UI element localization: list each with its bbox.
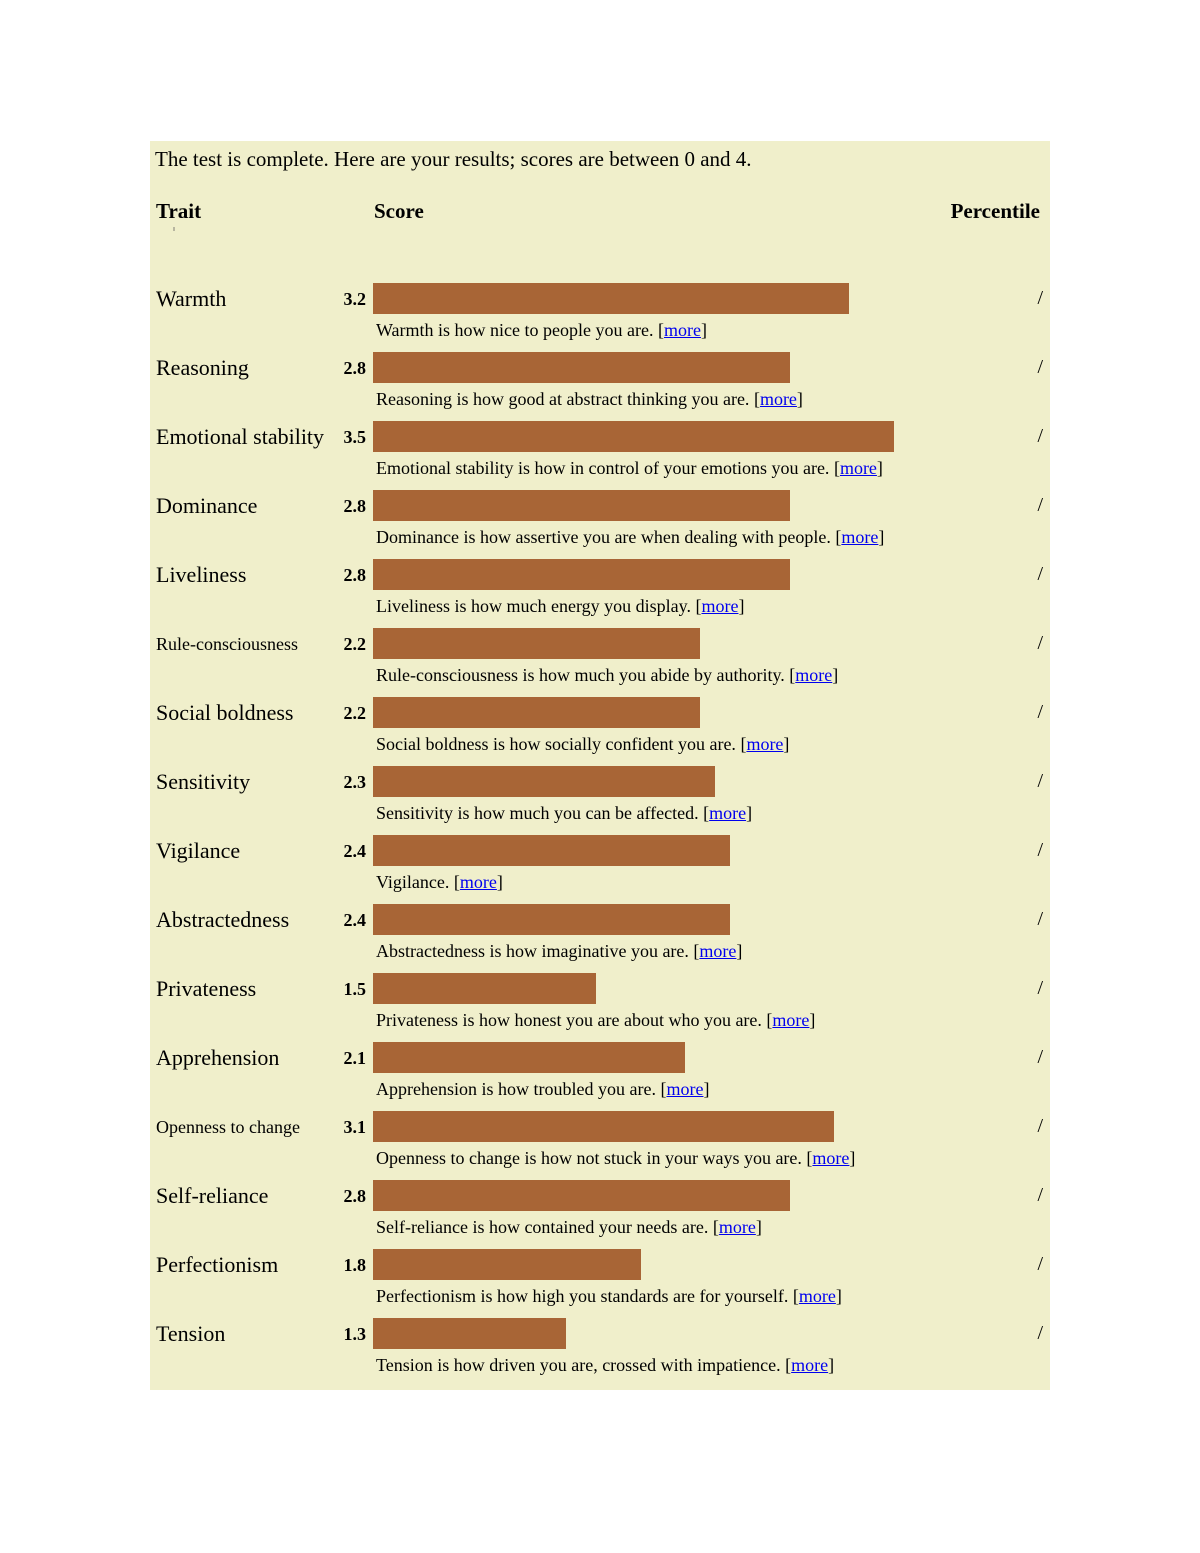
trait-row [150, 282, 1050, 351]
trait-description-text: Emotional stability is how in control of your emotions you are. [376, 458, 830, 478]
trait-percentile: / [1037, 1115, 1043, 1137]
trait-score: 2.8 [343, 358, 366, 378]
trait-name: Vigilance [156, 838, 241, 863]
trait-description: Tension is how driven you are, crossed with impatience. [more] [376, 1355, 835, 1375]
trait-row [150, 351, 1050, 420]
score-bar-track [373, 1180, 968, 1211]
trait-description: Social boldness is how socially confident you are. [more] [376, 734, 790, 754]
more-link[interactable]: more [709, 803, 747, 823]
trait-rows [150, 282, 1050, 1386]
trait-description-text: Liveliness is how much energy you display. [376, 596, 691, 616]
more-link[interactable]: more [746, 734, 784, 754]
trait-score: 2.8 [343, 1186, 366, 1206]
trait-name: Sensitivity [156, 769, 251, 794]
score-bar-track [373, 904, 968, 935]
trait-percentile: / [1037, 1046, 1043, 1068]
score-bar [373, 904, 730, 935]
trait-percentile: / [1037, 425, 1043, 447]
score-bar [373, 1249, 641, 1280]
score-bar [373, 421, 894, 452]
trait-name: Apprehension [156, 1045, 280, 1070]
more-link[interactable]: more [663, 320, 701, 340]
trait-description: Abstractedness is how imaginative you are. [more] [376, 941, 743, 961]
trait-name: Abstractedness [156, 907, 290, 932]
score-bar [373, 1318, 566, 1349]
score-bar [373, 835, 730, 866]
trait-percentile: / [1037, 287, 1043, 309]
score-bar-track [373, 697, 968, 728]
trait-description-text: Reasoning is how good at abstract thinking you are. [376, 389, 750, 409]
trait-description: Vigilance. [more] [376, 872, 503, 892]
trait-description-text: Apprehension is how troubled you are. [376, 1079, 656, 1099]
trait-row [150, 1041, 1050, 1110]
score-bar-track [373, 1111, 968, 1142]
more-link[interactable]: more [718, 1217, 756, 1237]
score-bar-track [373, 490, 968, 521]
trait-row [150, 696, 1050, 765]
score-bar [373, 490, 790, 521]
trait-score: 1.3 [343, 1324, 366, 1344]
trait-description: Emotional stability is how in control of your emotions you are. [more] [376, 458, 883, 478]
trait-description-text: Vigilance. [376, 872, 450, 892]
trait-score: 1.8 [343, 1255, 366, 1275]
header-percentile: Percentile [950, 199, 1040, 223]
score-bar [373, 352, 790, 383]
trait-name: Dominance [156, 493, 258, 518]
header-score: Score [374, 199, 424, 223]
score-bar [373, 628, 700, 659]
score-bar-track [373, 283, 968, 314]
trait-description: Openness to change is how not stuck in your ways you are. [more] [376, 1148, 856, 1168]
score-bar-track [373, 628, 968, 659]
trait-percentile: / [1037, 563, 1043, 585]
trait-score: 2.4 [343, 910, 366, 930]
trait-description: Sensitivity is how much you can be affected. [more] [376, 803, 753, 823]
trait-name: Privateness [156, 976, 257, 1001]
score-bar-track [373, 559, 968, 590]
score-bar [373, 1042, 685, 1073]
score-bar-track [373, 1318, 968, 1349]
score-bar [373, 697, 700, 728]
trait-percentile: / [1037, 839, 1043, 861]
more-link[interactable]: more [759, 389, 797, 409]
score-bar [373, 766, 715, 797]
trait-percentile: / [1037, 908, 1043, 930]
trait-percentile: / [1037, 701, 1043, 723]
trait-percentile: / [1037, 1322, 1043, 1344]
trait-percentile: / [1037, 1253, 1043, 1275]
trait-name: Self-reliance [156, 1183, 269, 1208]
more-link[interactable]: more [798, 1286, 836, 1306]
trait-score: 2.3 [343, 772, 366, 792]
trait-row [150, 558, 1050, 627]
trait-description-text: Tension is how driven you are, crossed with impatience. [376, 1355, 781, 1375]
more-link[interactable]: more [772, 1010, 810, 1030]
score-bar-track [373, 421, 968, 452]
score-bar [373, 283, 849, 314]
trait-description-text: Sensitivity is how much you can be affected. [376, 803, 699, 823]
trait-percentile: / [1037, 632, 1043, 654]
trait-row [150, 1179, 1050, 1248]
trait-description-text: Openness to change is how not stuck in your ways you are. [376, 1148, 802, 1168]
trait-description-text: Self-reliance is how contained your needs are. [376, 1217, 709, 1237]
score-bar [373, 1180, 790, 1211]
more-link[interactable]: more [666, 1079, 704, 1099]
trait-description-text: Perfectionism is how high you standards are for yourself. [376, 1286, 789, 1306]
trait-name: Emotional stability [156, 424, 325, 449]
score-bar [373, 973, 596, 1004]
score-bar-track [373, 352, 968, 383]
header-trait: Trait [156, 199, 202, 223]
trait-row [150, 1317, 1050, 1386]
trait-description-text: Social boldness is how socially confident you are. [376, 734, 736, 754]
trait-description: Perfectionism is how high you standards are for yourself. [more] [376, 1286, 842, 1306]
trait-row [150, 765, 1050, 834]
trait-description: Warmth is how nice to people you are. [more] [376, 320, 707, 340]
header-divider-mark [173, 227, 175, 231]
score-bar-track [373, 835, 968, 866]
trait-row [150, 834, 1050, 903]
trait-description-text: Privateness is how honest you are about who you are. [376, 1010, 762, 1030]
trait-description: Dominance is how assertive you are when dealing with people. [more] [376, 527, 885, 547]
trait-name: Social boldness [156, 700, 294, 725]
score-bar-track [373, 973, 968, 1004]
trait-percentile: / [1037, 770, 1043, 792]
trait-description-text: Dominance is how assertive you are when dealing with people. [376, 527, 831, 547]
trait-score: 2.4 [343, 841, 366, 861]
trait-description-text: Warmth is how nice to people you are. [376, 320, 654, 340]
trait-name: Reasoning [156, 355, 249, 380]
score-bar-track [373, 766, 968, 797]
trait-score: 3.5 [343, 427, 366, 447]
trait-row [150, 1110, 1050, 1179]
intro-text: The test is complete. Here are your results; scores are between 0 and 4. [155, 147, 752, 171]
trait-name: Rule-consciousness [156, 634, 298, 654]
trait-score: 2.1 [343, 1048, 366, 1068]
trait-score: 3.1 [343, 1117, 366, 1137]
trait-row [150, 489, 1050, 558]
trait-score: 2.2 [343, 634, 366, 654]
trait-row [150, 972, 1050, 1041]
more-link[interactable]: more [841, 527, 879, 547]
trait-percentile: / [1037, 1184, 1043, 1206]
trait-score: 2.2 [343, 703, 366, 723]
more-link[interactable]: more [812, 1148, 850, 1168]
trait-description-text: Rule-consciousness is how much you abide by authority. [376, 665, 785, 685]
score-bar-track [373, 1249, 968, 1280]
trait-row [150, 1248, 1050, 1317]
trait-score: 2.8 [343, 565, 366, 585]
trait-description: Privateness is how honest you are about who you are. [more] [376, 1010, 816, 1030]
trait-name: Liveliness [156, 562, 247, 587]
trait-row [150, 420, 1050, 489]
trait-description: Apprehension is how troubled you are. [more] [376, 1079, 710, 1099]
trait-description: Self-reliance is how contained your needs are. [more] [376, 1217, 762, 1237]
more-link[interactable]: more [795, 665, 833, 685]
more-link[interactable]: more [791, 1355, 829, 1375]
trait-row [150, 627, 1050, 696]
trait-description-text: Abstractedness is how imaginative you are. [376, 941, 689, 961]
trait-name: Warmth [156, 286, 227, 311]
results-panel [150, 141, 1050, 1390]
score-bar [373, 1111, 834, 1142]
trait-score: 1.5 [343, 979, 366, 999]
score-bar [373, 559, 790, 590]
trait-row [150, 903, 1050, 972]
trait-description: Liveliness is how much energy you display. [more] [376, 596, 745, 616]
trait-name: Openness to change [156, 1117, 300, 1137]
trait-description: Rule-consciousness is how much you abide by authority. [more] [376, 665, 839, 685]
score-bar-track [373, 1042, 968, 1073]
trait-description: Reasoning is how good at abstract thinking you are. [more] [376, 389, 803, 409]
more-link[interactable]: more [459, 872, 497, 892]
trait-score: 3.2 [343, 289, 366, 309]
trait-name: Tension [156, 1321, 226, 1346]
more-link[interactable]: more [701, 596, 739, 616]
trait-percentile: / [1037, 356, 1043, 378]
trait-percentile: / [1037, 977, 1043, 999]
trait-percentile: / [1037, 494, 1043, 516]
trait-score: 2.8 [343, 496, 366, 516]
more-link[interactable]: more [839, 458, 877, 478]
more-link[interactable]: more [699, 941, 737, 961]
trait-name: Perfectionism [156, 1252, 279, 1277]
